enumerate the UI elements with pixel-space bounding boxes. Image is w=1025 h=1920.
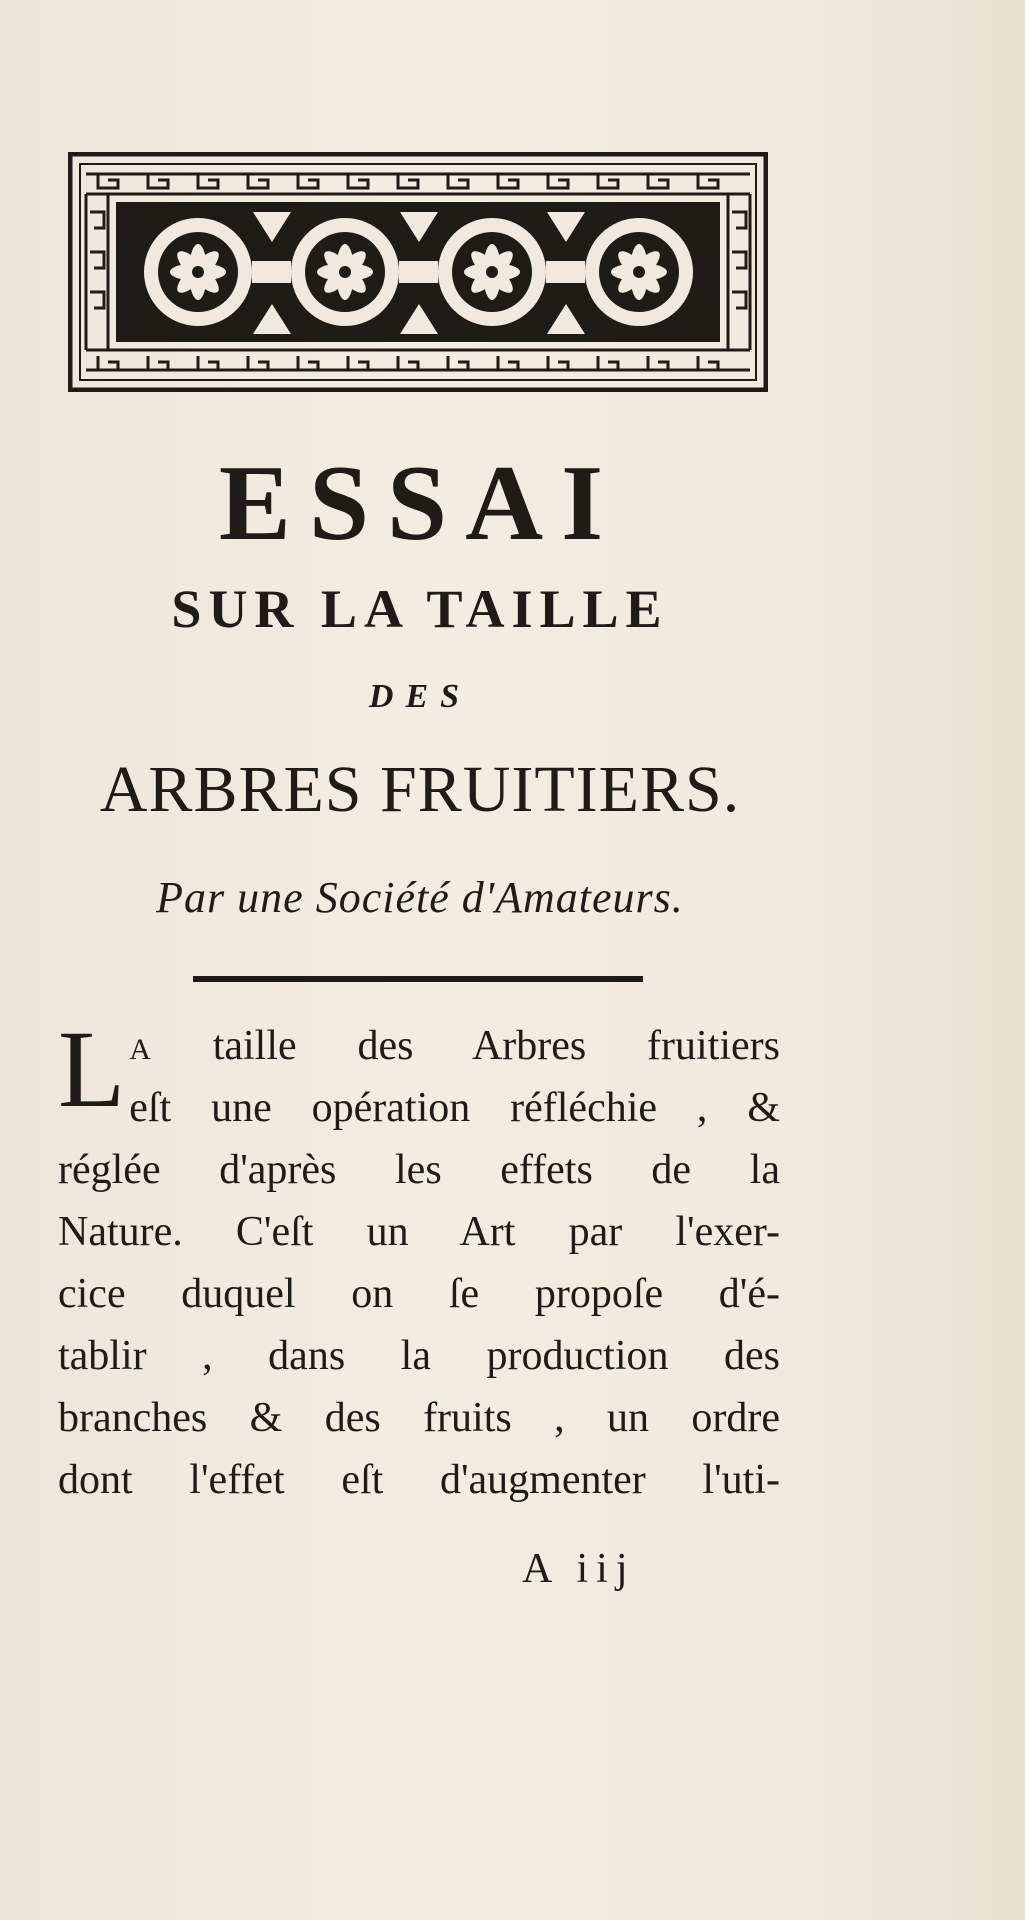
body-line-7: branches & des fruits , un ordre: [58, 1395, 780, 1441]
body-paragraph: [58, 1008, 780, 1511]
byline: Par une Société d'Amateurs.: [156, 873, 684, 922]
ornamental-headpiece: [68, 152, 768, 392]
drop-cap: L: [58, 1008, 126, 1130]
title-line-3: DES: [368, 678, 472, 715]
signature-mark: A iij: [522, 1546, 636, 1592]
title-line-2: SUR LA TAILLE: [171, 579, 669, 639]
body-line-8: dont l'effet eſt d'augmenter l'uti-: [58, 1457, 780, 1503]
title-line-4: ARBRES FRUITIERS.: [99, 753, 741, 826]
title-rule: [193, 976, 643, 982]
body-line-2: eſt une opération réfléchie , &: [129, 1085, 780, 1131]
body-first-letters: A: [129, 1033, 152, 1066]
body-line-5: cice duquel on ſe propoſe d'é-: [58, 1271, 780, 1317]
body-line-1: [58, 1015, 780, 1077]
body-line-6: tablir , dans la production des: [58, 1333, 780, 1379]
body-line-4: Nature. C'eſt un Art par l'exer-: [58, 1209, 780, 1255]
title-main: ESSAI: [218, 444, 622, 563]
body-line-3: réglée d'après les effets de la: [58, 1147, 780, 1193]
body-line-text: taille des Arbres fruitiers: [212, 1023, 780, 1069]
